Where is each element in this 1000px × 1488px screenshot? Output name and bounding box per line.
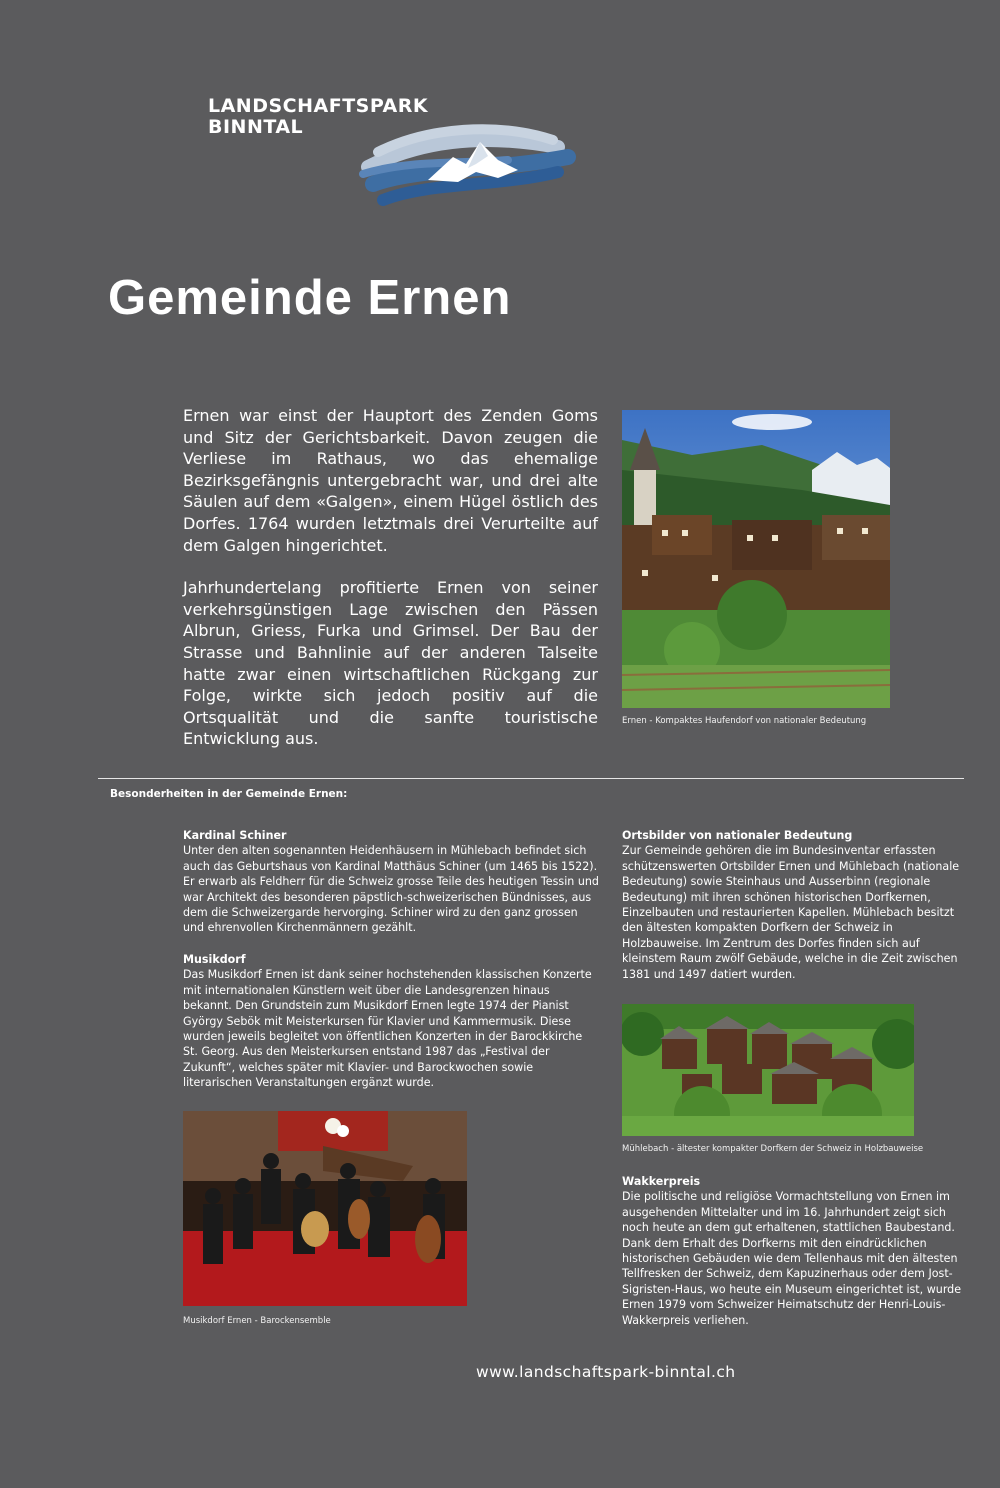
intro-paragraph-1: Ernen war einst der Hauptort des Zenden Goms und Sitz der Gerichtsbarkeit. Davon zeugen die Verliese im Rathaus, wo das ehemalige Bezirksgefängnis untergebracht war, und drei alte Säulen auf dem «Galgen», einem Hügel östlich des Dorfes. 1764 wurden letztmals drei Verurteilte auf dem Galgen hingerichtet. [183,406,598,555]
intro-text [183,405,598,771]
muehlebach-photo-caption: Mühlebach - ältester kompakter Dorfkern der Schweiz in Holzbauweise [622,1144,924,1154]
block-heading: Ortsbilder von nationaler Bedeutung [622,829,853,842]
ernen-photo-caption: Ernen - Kompaktes Haufendorf von nationaler Bedeutung [622,716,867,726]
block-heading: Musikdorf [183,953,246,966]
block-heading: Kardinal Schiner [183,829,287,842]
block-text: Zur Gemeinde gehören die im Bundesinventar erfassten schützenswerten Ortsbilder Ernen und Mühlebach (nationale Bedeutung) sowie Steinhaus und Ausserbinn (regionale Bedeutung) mit ihren schönen historischen Dorfkernen, Einzelbauten und restaurierten Kapellen. Mühlebach besitzt den ältesten kompakten Dorfkern der Schweiz in Holzbauweise. Im Zentrum des Dorfes finden sich auf kleinstem Raum zwölf Gebäude, welche in die Zeit zwischen 1381 und 1497 datiert wurden. [622,844,960,981]
block-musikdorf [183,952,599,1091]
website-url: www.landschaftspark-binntal.ch [476,1363,736,1381]
mountain-logo-icon [358,112,578,217]
muehlebach-photo [622,1004,914,1136]
baroque-ensemble-photo [183,1111,467,1306]
block-kardinal-schiner [183,828,599,936]
block-text: Das Musikdorf Ernen ist dank seiner hochstehenden klassischen Konzerte mit internationalen Künstlern weit über die Landesgrenzen hinaus bekannt. Den Grundstein zum Musikdorf Ernen legte 1974 der Pianist György Sebök mit Meisterkursen für Klavier und Kammermusik. Diese wurden jeweils begleitet von öffentlichen Konzerten in der Barockkirche St. Georg. Aus den Meisterkursen entstand 1987 das „Festival der Zukunft“, welches später mit Klavier- und Barockwochen sowie literarischen Veranstaltungen ergänzt wurde. [183,968,592,1090]
intro-paragraph-2: Jahrhundertelang profitierte Ernen von seiner verkehrsgünstigen Lage zwischen den Pässen Albrun, Griess, Furka und Grimsel. Der Bau der Strasse und Bahnlinie auf der anderen Talseite hatte zwar einen wirtschaftlichen Rückgang zur Folge, wirkte sich jedoch positiv auf die Ortsqualität und die sanfte touristische Entwicklung aus. [183,578,598,749]
block-text: Die politische und religiöse Vormachtstellung von Ernen im ausgehenden Mittelalter und im 16. Jahrhundert zeigt sich noch heute an dem gut erhaltenen, stattlichen Baubestand. Dank dem Erhalt des Dorfkerns mit den eindrücklichen historischen Gebäuden wie dem Tellenhaus mit den ältesten Tellfresken der Schweiz, dem Kapuzinerhaus oder dem Jost-Sigristen-Haus, wo heute ein Museum eingerichtet ist, wurde Ernen 1979 vom Schweizer Heimatschutz der Henri-Louis-Wakkerpreis verliehen. [622,1190,962,1327]
ernen-village-photo [622,410,890,708]
block-ortsbilder [622,828,960,982]
musikdorf-photo-caption: Musikdorf Ernen - Barockensemble [183,1316,331,1326]
section-label: Besonderheiten in der Gemeinde Ernen: [110,788,348,800]
block-text: Unter den alten sogenannten Heidenhäusern in Mühlebach befindet sich auch das Geburtshaus von Kardinal Matthäus Schiner (um 1465 bis 1522). Er erwarb als Feldherr für die Schweiz grosse Teile des heutigen Tessin und war Architekt des besonderen päpstlich-schweizerischen Bündnisses, aus dem die Schweizergarde hervorging. Schiner wird zu den ganz grossen und ehrenvollen Kirchenmännern gezählt. [183,844,599,935]
page-title: Gemeinde Ernen [108,271,512,325]
block-wakkerpreis [622,1174,964,1328]
block-heading: Wakkerpreis [622,1175,701,1188]
section-divider [98,778,964,779]
logo-line-2: BINNTAL [208,116,304,138]
logo-line-1: LANDSCHAFTSPARK [208,95,429,117]
